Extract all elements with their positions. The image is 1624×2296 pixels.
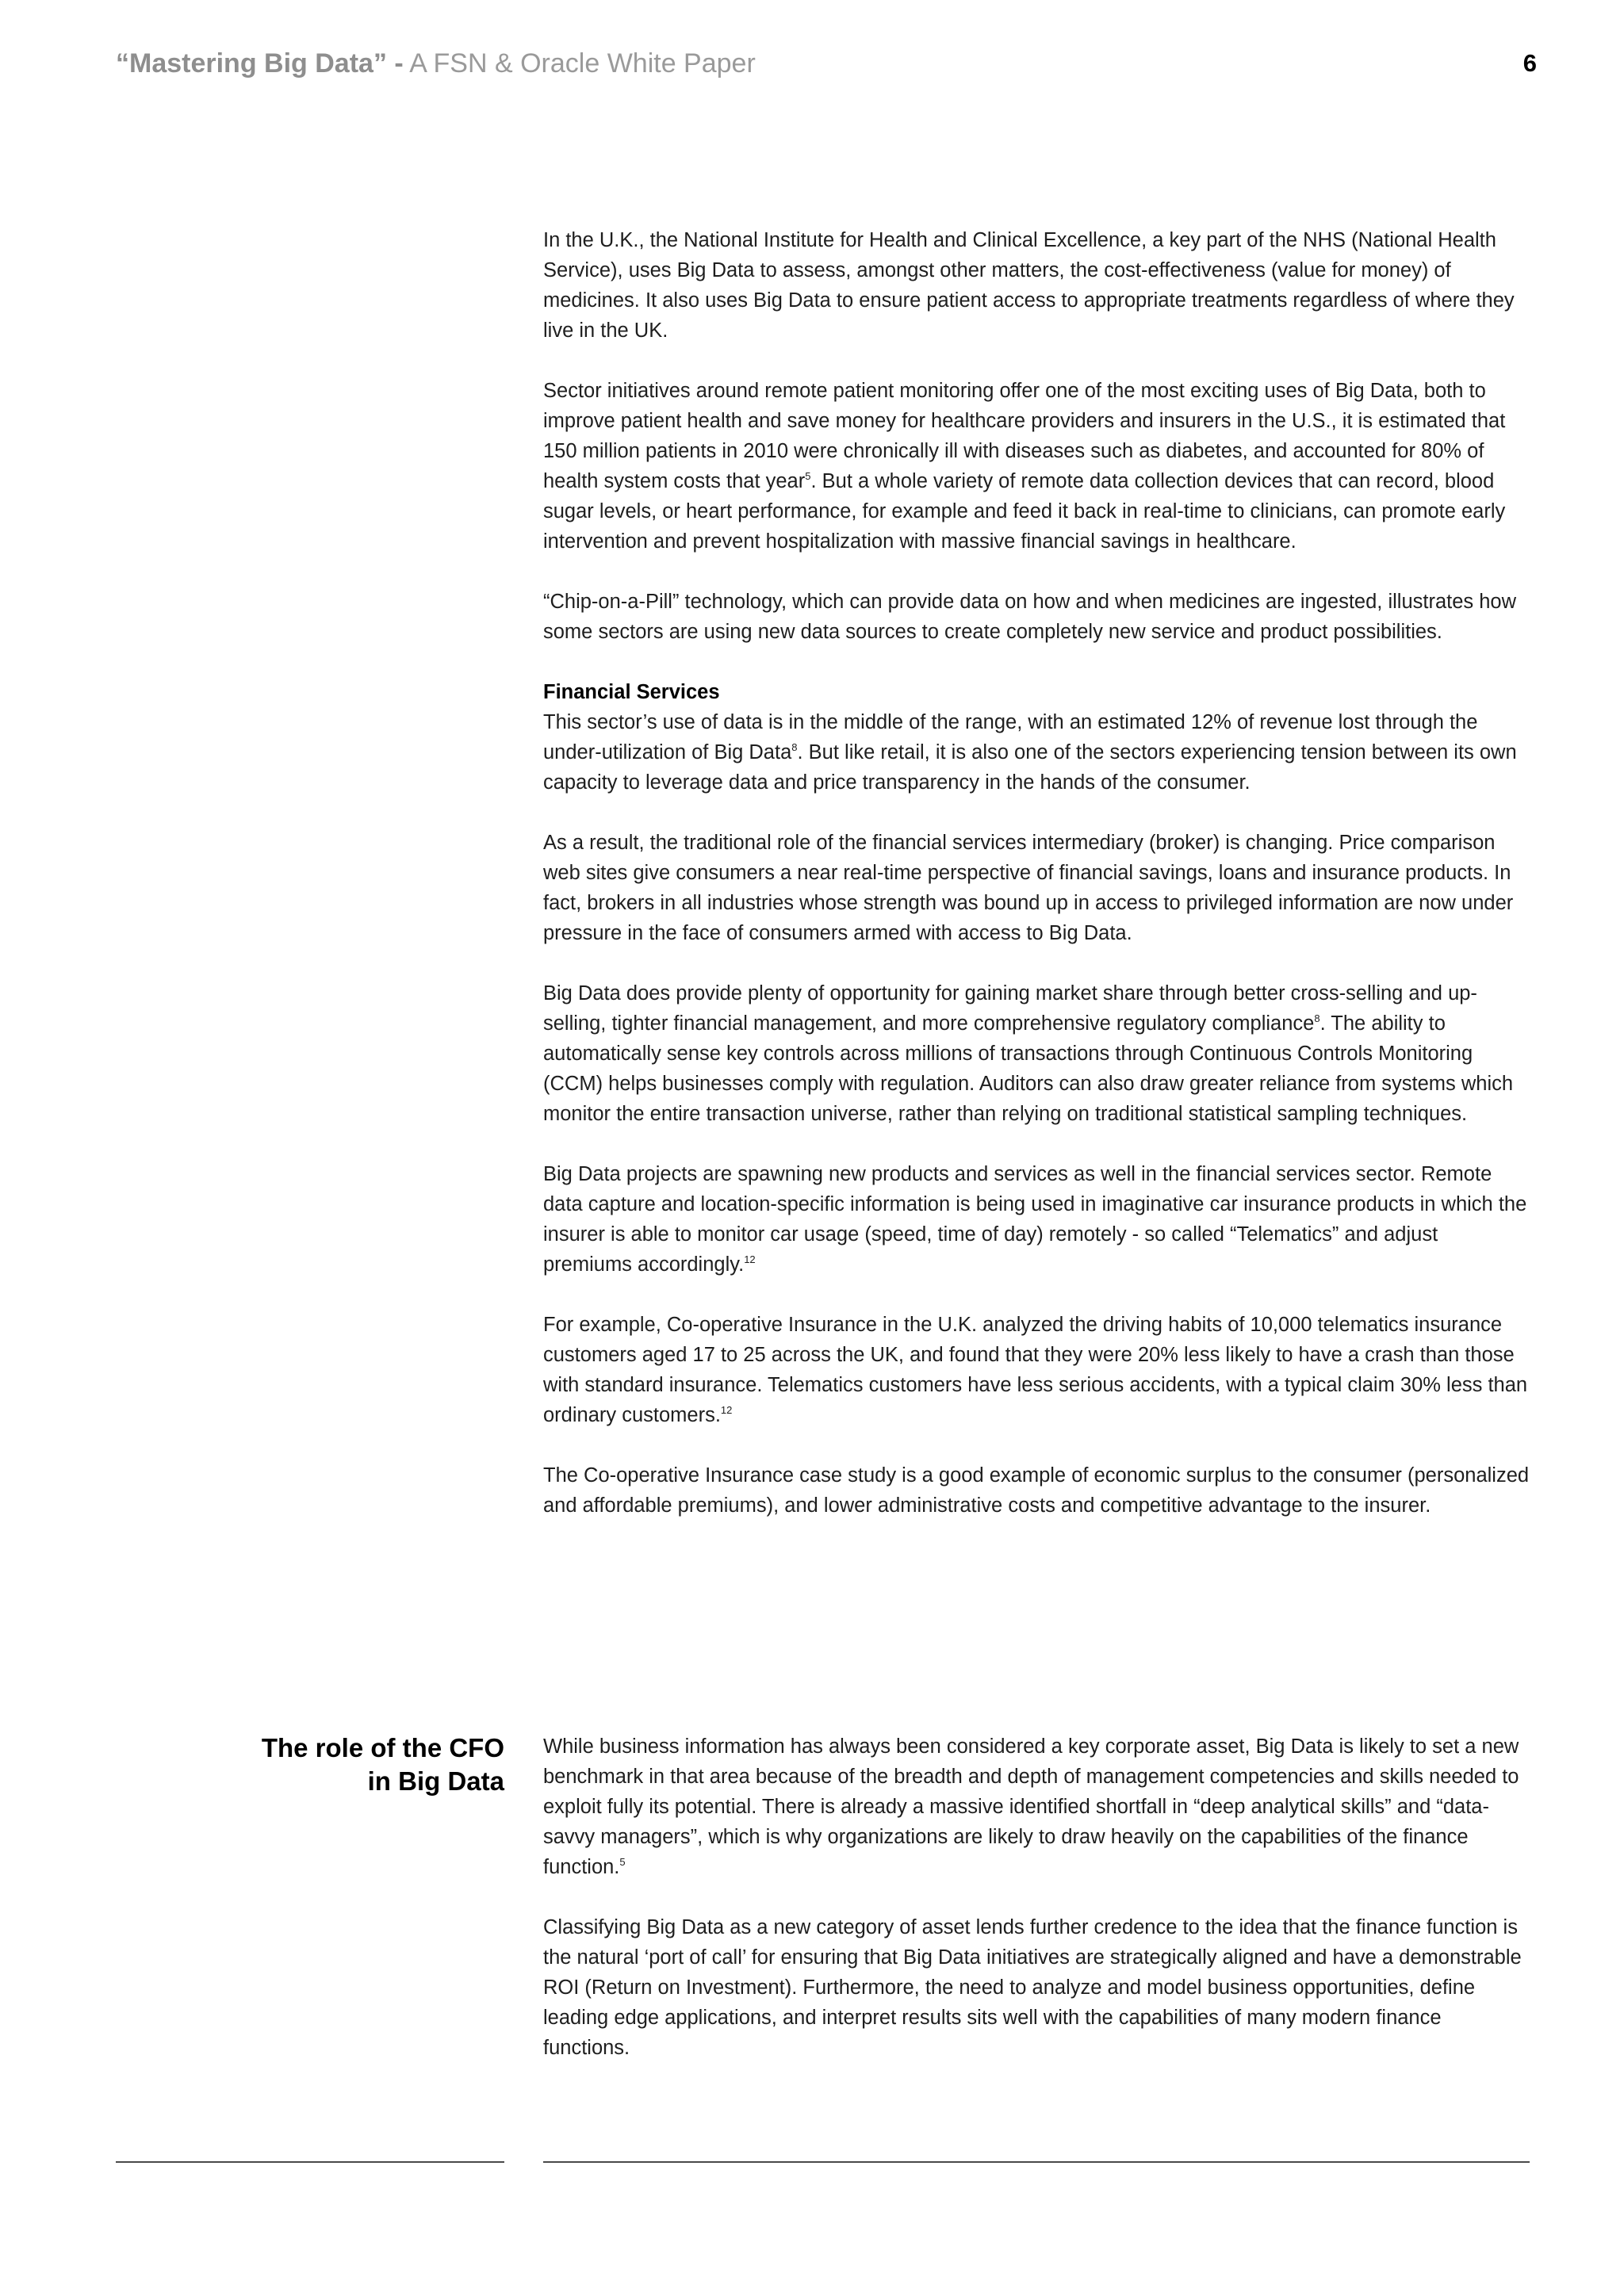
text: For example, Co-operative Insurance in the U.K. analyzed the driving habits of 10,000 telematics insurance customers aged 17 to 25 across the UK, and found that they were 20% less likely to have a crash than those with standard insurance. Telematics customers have less serious accidents, with a typical claim 30% less than ordinary customers. [543,1314,1528,1426]
paragraph-co-operative-example [543,1310,1530,1430]
paragraph-chip-on-a-pill: “Chip-on-a-Pill” technology, which can provide data on how and when medicines are ingested, illustrates how some sectors are using new data sources to create completely new service and product possibilities. [543,591,1517,643]
footer-rule-right [543,2161,1530,2163]
document-title-rest: A FSN & Oracle White Paper [403,48,756,78]
page-number: 6 [1522,49,1537,77]
paragraph-case-study: The Co-operative Insurance case study is a good example of economic surplus to the consumer (personalized and affordable premiums), and lower administrative costs and competitive advantage to the insurer. [543,1464,1530,1517]
section-heading-cfo-role [116,1732,504,1798]
text: Sector initiatives around remote patient monitoring offer one of the most exciting uses of Big Data, both to improve patient health and save money for healthcare providers and insurers in the U.S., it is estimated that 150 million patients in 2010 were chronically ill with diseases such as diabetes, and accounted for 80% of health system costs that year [543,380,1506,492]
section-heading-line: in Big Data [367,1766,504,1796]
text: This sector’s use of data is in the middle of the range, with an estimated 12% of revenue lost through the under-utilization of Big Data [543,711,1478,763]
text: . The ability to automatically sense key controls across millions of transactions through Continuous Controls Monitoring (CCM) helps businesses comply with regulation. Auditors can also draw greater reliance from systems which monitor the entire transaction universe, rather than relying on traditional statistical sampling techniques. [543,1012,1514,1125]
paragraph-telematics [543,1159,1530,1280]
footnote-ref: 5 [619,1856,626,1868]
footnote-ref: 12 [720,1404,733,1416]
text: Big Data does provide plenty of opportunity for gaining market share through better cross-selling and up-selling, tighter financial management, and more comprehensive regulatory compliance [543,982,1477,1035]
text: Big Data projects are spawning new products and services as well in the financial services sector. Remote data capture and location-specific information is being used in imaginative car insurance products in which the insurer is able to monitor car usage (speed, time of day) remotely - so called “Telematics” and adjust premiums accordingly. [543,1163,1527,1276]
paragraph-market-share [543,978,1530,1129]
footnote-ref: 12 [744,1253,756,1265]
footnote-ref: 8 [1314,1012,1320,1024]
document-title-bold: “Mastering Big Data” - [116,48,404,78]
footnote-ref: 8 [791,741,798,753]
page-header [116,46,1537,84]
paragraph-asset-category: Classifying Big Data as a new category of asset lends further credence to the idea that the finance function is the natural ‘port of call’ for ensuring that Big Data initiatives are strategically aligned and have a demonstrable ROI (Return on Investment). Furthermore, the need to analyze and model business opportunities, define leading edge applications, and interpret results sits well with the capabilities of many modern finance functions. [543,1916,1522,2059]
paragraph-remote-monitoring [543,376,1530,557]
text: . But like retail, it is also one of the sectors experiencing tension between its own capacity to leverage data and price transparency in the hands of the consumer. [543,741,1517,794]
subheading-financial-services: Financial Services [543,681,720,703]
footnote-ref: 5 [805,470,811,482]
paragraph-business-information [543,1732,1530,1882]
text: While business information has always been considered a key corporate asset, Big Data is likely to set a new benchmark in that area because of the breadth and depth of management competencies and skills needed to exploit fully its potential. There is already a massive identified shortfall in “deep analytical skills” and “data-savvy managers”, which is why organizations are likely to draw heavily on the capabilities of the finance function. [543,1735,1519,1878]
paragraph-nhs: In the U.K., the National Institute for Health and Clinical Excellence, a key part of the NHS (National Health Service), uses Big Data to assess, amongst other matters, the cost-effectiveness (value for money) of medicines. It also uses Big Data to ensure patient access to appropriate treatments regardless of where they live in the UK. [543,229,1515,342]
document-title [116,46,756,81]
footer-rule-left [116,2161,504,2163]
paragraph-broker-role: As a result, the traditional role of the financial services intermediary (broker) is changing. Price comparison web sites give consumers a near real-time perspective of financial savings, loans and insurance products. In fact, brokers in all industries whose strength was bound up in access to privileged information are now under pressure in the face of consumers armed with access to Big Data. [543,832,1514,944]
section-cfo-role [543,1732,1530,2093]
paragraph-financial-services [543,677,1530,798]
main-body [543,225,1530,1551]
section-heading-line: The role of the CFO [261,1733,504,1762]
text: . But a whole variety of remote data collection devices that can record, blood sugar levels, or heart performance, for example and feed it back in real-time to clinicians, can promote early intervention and prevent hospitalization with massive financial savings in healthcare. [543,470,1506,553]
